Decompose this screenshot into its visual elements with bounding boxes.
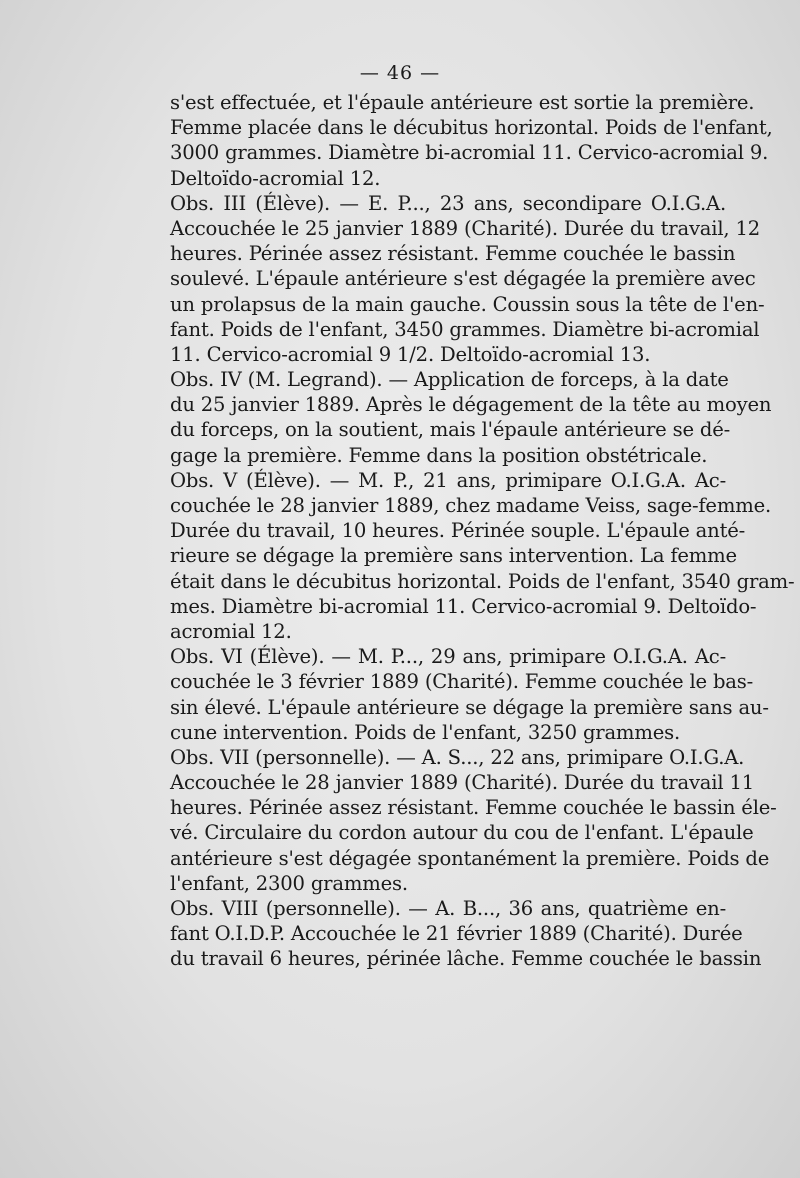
text-line: du 25 janvier 1889. Après le dégagement de la tête au moyen [170,393,772,417]
text-line: du travail 6 heures, périnée lâche. Femme couchée le bassin [170,947,762,971]
text-line: soulevé. L'épaule antérieure s'est dégagée la première avec [170,267,756,291]
text-line: un prolapsus de la main gauche. Coussin sous la tête de l'en- [170,292,765,316]
text-line: cune intervention. Poids de l'enfant, 3250 grammes. [170,720,680,744]
text-line: du forceps, on la soutient, mais l'épaule antérieure se dé- [170,418,731,442]
text-line: sin élevé. L'épaule antérieure se dégage la première sans au- [170,695,769,719]
text-line: rieure se dégage la première sans intervention. La femme [170,544,737,568]
text-line: antérieure s'est dégagée spontanément la première. Poids de [170,846,770,870]
text-line: fant O.I.D.P. Accouchée le 21 février 1889 (Charité). Durée [170,922,743,946]
text-line: 11. Cervico-acromial 9 1/2. Deltoïdo-acromial 13. [170,342,651,366]
observation-heading-line: Obs. VII (personnelle). — A. S..., 22 ans, primipare O.I.G.A. [170,745,745,769]
text-line: mes. Diamètre bi-acromial 11. Cervico-acromial 9. Deltoïdo- [170,594,757,618]
text-line: fant. Poids de l'enfant, 3450 grammes. Diamètre bi-acromial [170,317,760,341]
page-number: — 46 — [359,62,441,84]
observation-heading-line: Obs. IV (M. Legrand). — Application de forceps, à la date [170,368,729,392]
observation-heading-line: Obs. VIII (personnelle). — A. B..., 36 ans, quatrième en- [170,897,726,920]
text-line: Accouchée le 25 janvier 1889 (Charité). Durée du travail, 12 [170,216,761,240]
text-line: l'enfant, 2300 grammes. [170,871,408,895]
text-line: Durée du travail, 10 heures. Périnée souple. L'épaule anté- [170,519,746,543]
text-line: gage la première. Femme dans la position obstétricale. [170,443,708,467]
observation-heading-line: Obs. III (Élève). — E. P..., 23 ans, secondipare O.I.G.A. [170,191,726,215]
text-line: Femme placée dans le décubitus horizontal. Poids de l'enfant, [170,116,773,140]
text-line: acromial 12. [170,619,292,643]
observation-heading-line: Obs. VI (Élève). — M. P..., 29 ans, primipare O.I.G.A. Ac- [170,645,726,669]
text-line: heures. Périnée assez résistant. Femme couchée le bassin [170,242,736,266]
text-line: était dans le décubitus horizontal. Poids de l'enfant, 3540 gram- [170,569,795,593]
text-line: vé. Circulaire du cordon autour du cou de l'enfant. L'épaule [170,821,754,845]
body-text [170,90,795,972]
text-line: Deltoïdo-acromial 12. [170,166,381,190]
text-line: couchée le 3 février 1889 (Charité). Femme couchée le bas- [170,670,754,694]
text-line: s'est effectuée, et l'épaule antérieure est sortie la première. [170,91,755,114]
observation-heading-line: Obs. V (Élève). — M. P., 21 ans, primipare O.I.G.A. Ac- [170,468,726,492]
text-line: heures. Périnée assez résistant. Femme couchée le bassin éle- [170,796,777,820]
text-line: couchée le 28 janvier 1889, chez madame Veiss, sage-femme. [170,494,772,517]
text-line: Accouchée le 28 janvier 1889 (Charité). Durée du travail 11 [170,771,754,795]
text-line: 3000 grammes. Diamètre bi-acromial 11. Cervico-acromial 9. [170,141,769,165]
